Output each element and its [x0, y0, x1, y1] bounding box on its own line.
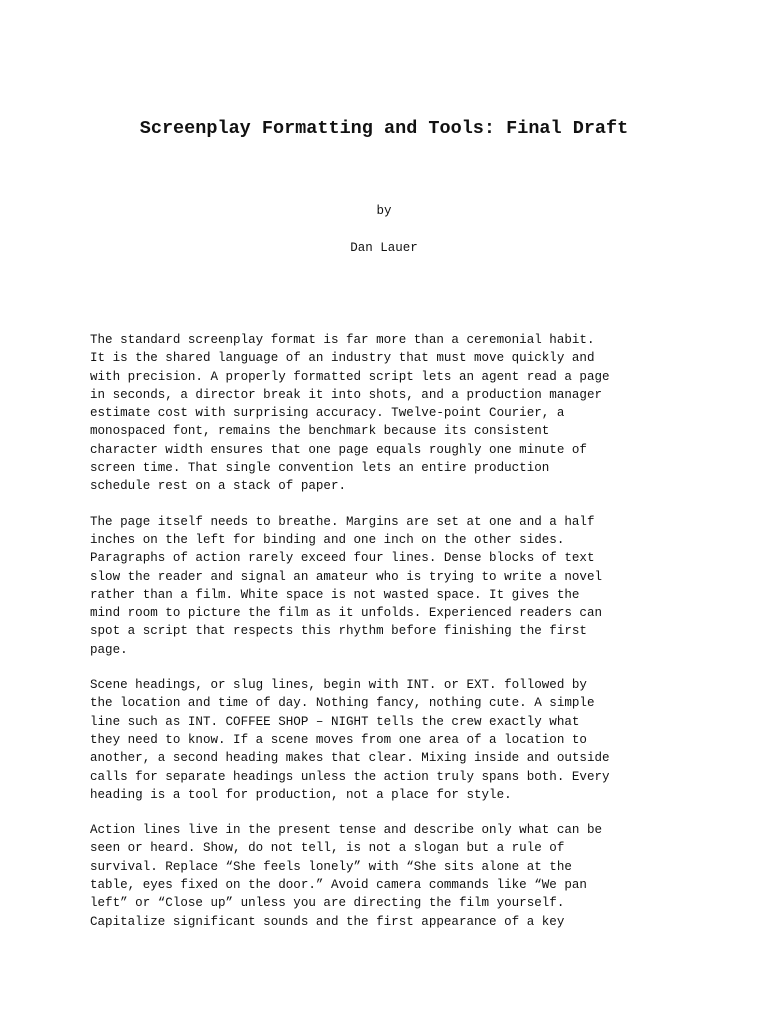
document-title: Screenplay Formatting and Tools: Final Draft — [139, 118, 629, 139]
body-paragraph: The standard screenplay format is far more than a ceremonial habit. It is the shared language of an industry that must move quickly and with precision. A properly formatted script lets an agent read a page in seconds, a director break it into shots, and a production manager estimate cost with surprising accuracy. Twelve-point Courier, a monospaced font, remains the benchmark because its consistent character width ensures that one page equals roughly one minute of screen time. That single convention lets an entire production schedule rest on a stack of paper. — [90, 333, 610, 494]
author-name: Dan Lauer — [350, 241, 418, 255]
document-body — [90, 331, 690, 948]
body-paragraph: Action lines live in the present tense and describe only what can be seen or heard. Show, do not tell, is not a slogan but a rule of survival. Replace “She feels lonely” with “She sits alone at the table, eyes fixed on the door.” Avoid camera commands like “We pan left” or “Close up” unless you are directing the film yourself. Capitalize significant sounds and the first appearance of a key — [90, 823, 602, 929]
body-paragraph: Scene headings, or slug lines, begin with INT. or EXT. followed by the location and time of day. Nothing fancy, nothing cute. A simple line such as INT. COFFEE SHOP – NIGHT tells the crew exactly what they need to know. If a scene moves from one area of a location to another, a second heading makes that clear. Mixing inside and outside calls for separate headings unless the action truly spans both. Every heading is a tool for production, not a place for style. — [90, 678, 610, 802]
byline-by: by — [376, 204, 392, 218]
body-paragraph: The page itself needs to breathe. Margins are set at one and a half inches on the left for binding and one inch on the other sides. Paragraphs of action rarely exceed four lines. Dense blocks of text slow the reader and signal an amateur who is trying to write a novel rather than a film. White space is not wasted space. It gives the mind room to picture the film as it unfolds. Experienced readers can spot a script that respects this rhythm before finishing the first page. — [90, 514, 602, 657]
